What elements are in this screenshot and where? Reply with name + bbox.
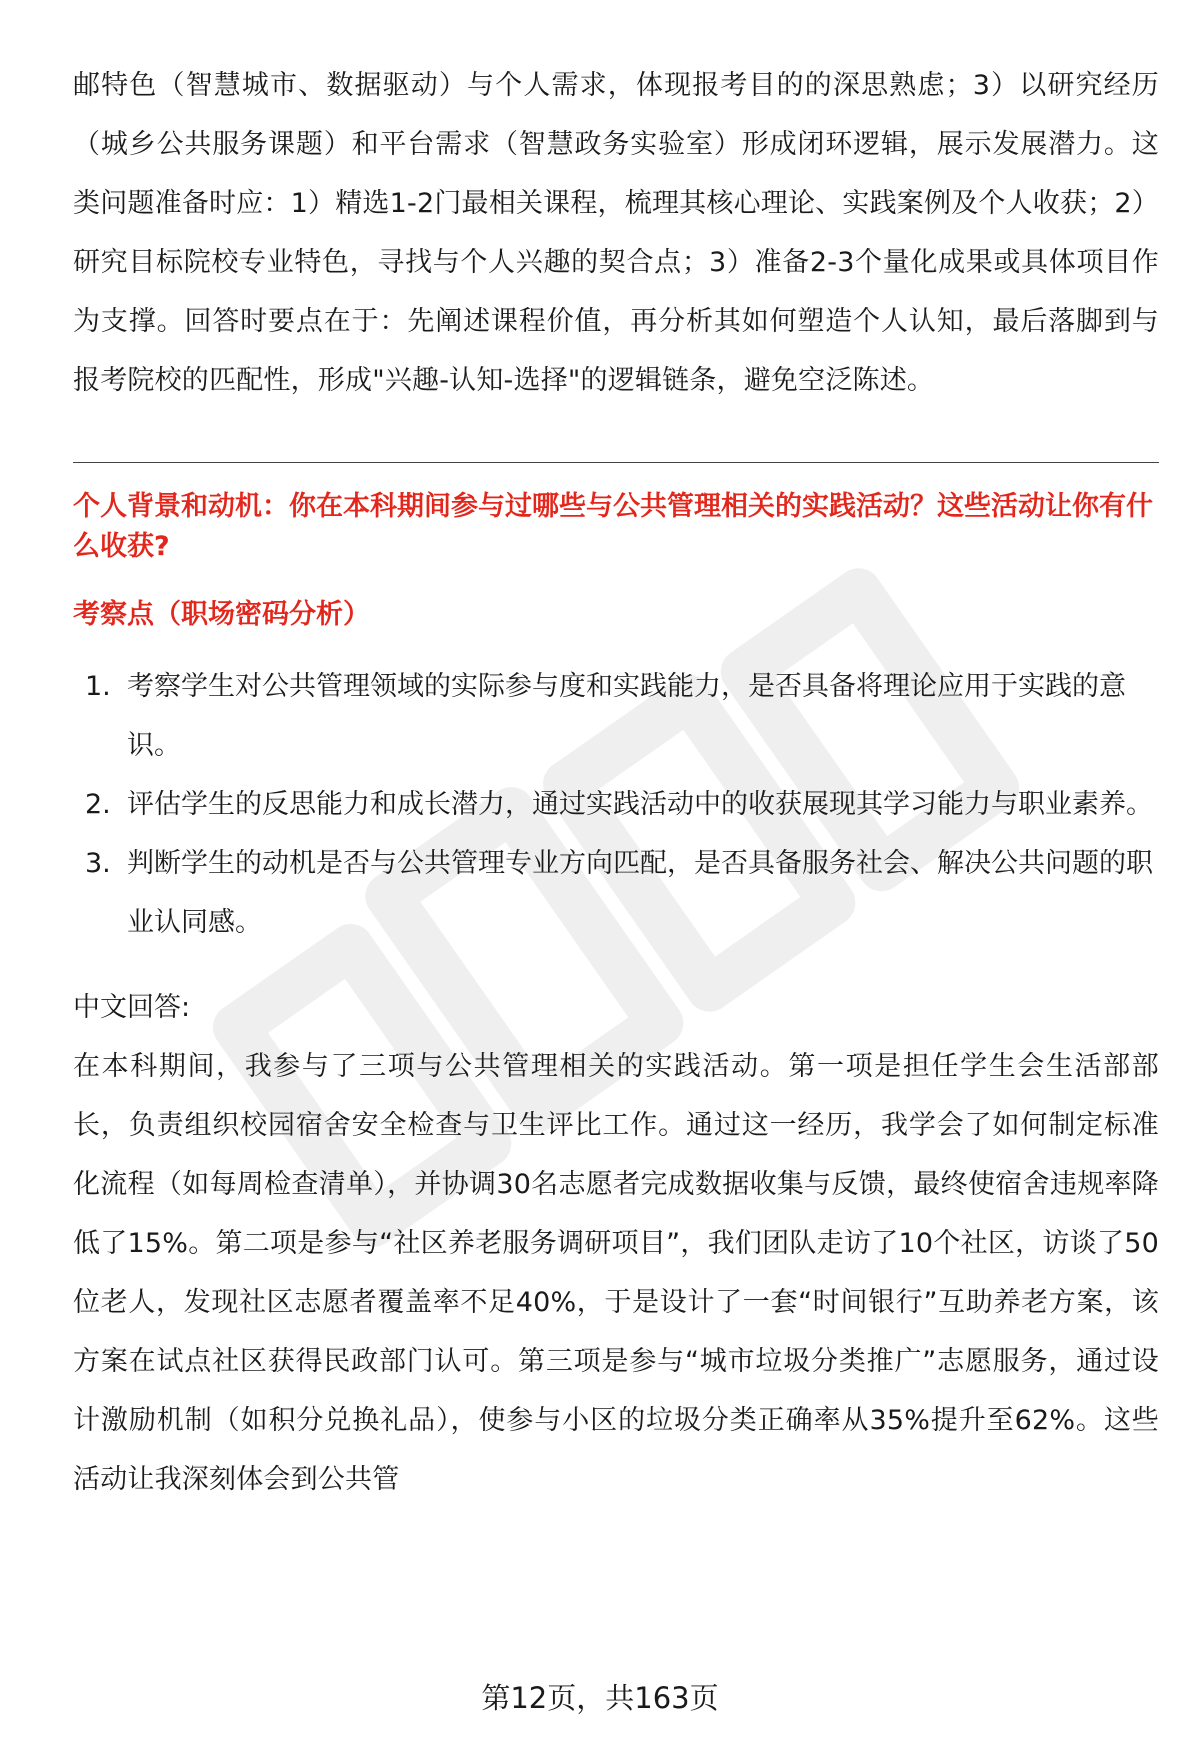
list-number: 2. <box>85 789 111 820</box>
list-item <box>73 657 1159 775</box>
section-divider <box>73 462 1159 463</box>
intro-paragraph: 邮特色（智慧城市、数据驱动）与个人需求，体现报考目的的深思熟虑；3）以研究经历（城乡公共服务课题）和平台需求（智慧政务实验室）形成闭环逻辑，展示发展潜力。这类问题准备时应：1）精选1-2门最相关课程，梳理其核心理论、实践案例及个人收获；2）研究目标院校专业特色，寻找与个人兴趣的契合点；3）准备2-3个量化成果或具体项目作为支撑。回答时要点在于：先阐述课程价值，再分析其如何塑造个人认知，最后落脚到与报考院校的匹配性，形成"兴趣-认知-选择"的逻辑链条，避免空泛陈述。 <box>73 70 1159 396</box>
question-heading: 个人背景和动机：你在本科期间参与过哪些与公共管理相关的实践活动？这些活动让你有什么收获? <box>73 491 1153 562</box>
list-item-text: 评估学生的反思能力和成长潜力，通过实践活动中的收获展现其学习能力与职业素养。 <box>127 789 1153 820</box>
assessment-subheading: 考察点（职场密码分析） <box>73 599 370 630</box>
page-footer: 第12页，共163页 <box>481 1681 719 1715</box>
list-item <box>73 775 1159 834</box>
list-number: 3. <box>85 848 111 879</box>
list-item <box>73 834 1159 952</box>
answer-paragraph: 在本科期间，我参与了三项与公共管理相关的实践活动。第一项是担任学生会生活部部长，负责组织校园宿舍安全检查与卫生评比工作。通过这一经历，我学会了如何制定标准化流程（如每周检查清单），并协调30名志愿者完成数据收集与反馈，最终使宿舍违规率降低了15%。第二项是参与“社区养老服务调研项目”，我们团队走访了10个社区，访谈了50位老人，发现社区志愿者覆盖率不足40%，于是设计了一套“时间银行”互助养老方案，该方案在试点社区获得民政部门认可。第三项是参与“城市垃圾分类推广”志愿服务，通过设计激励机制（如积分兑换礼品），使参与小区的垃圾分类正确率从35%提升至62%。这些活动让我深刻体会到公共管 <box>73 1051 1159 1495</box>
assessment-points-list <box>73 657 1159 952</box>
list-item-text: 考察学生对公共管理领域的实际参与度和实践能力，是否具备将理论应用于实践的意识。 <box>127 671 1126 761</box>
page-content <box>73 56 1159 1509</box>
list-number: 1. <box>85 671 111 702</box>
list-item-text: 判断学生的动机是否与公共管理专业方向匹配，是否具备服务社会、解决公共问题的职业认同感。 <box>127 848 1153 938</box>
answer-label: 中文回答: <box>73 992 191 1023</box>
